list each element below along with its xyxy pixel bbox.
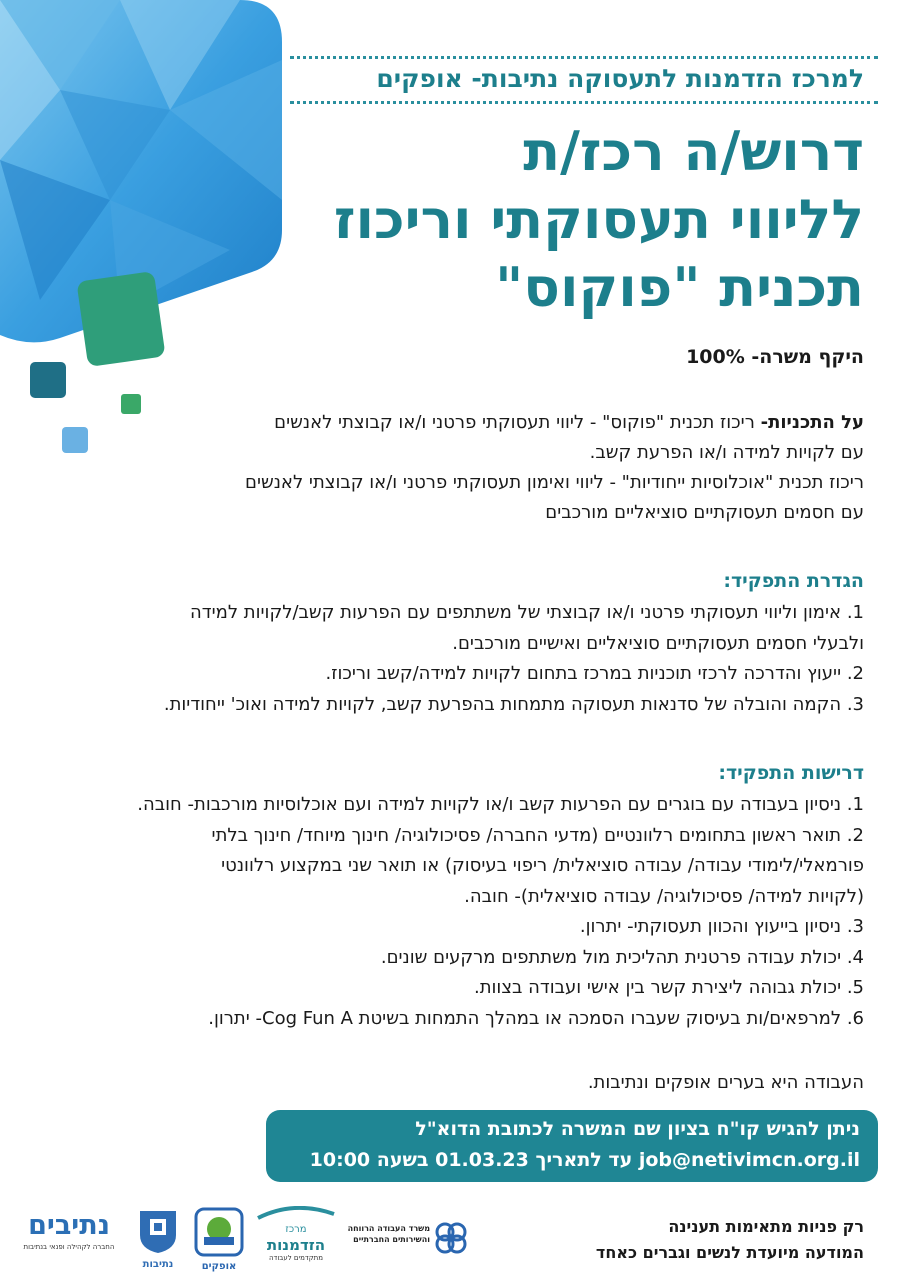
hizdamnut-swoosh-icon xyxy=(254,1206,338,1220)
work-location: העבודה היא בערים אופקים ונתיבות. xyxy=(587,1072,864,1093)
footer-note xyxy=(596,1214,864,1266)
title-line-3: תכנית "פוקוס" xyxy=(495,256,864,319)
ministry-logo xyxy=(340,1205,468,1271)
list-item: (לקויות למידה/ פסיכולוגיה/ עבודה סוציאלית)- חובה. xyxy=(464,885,864,907)
dotted-divider-top xyxy=(290,56,878,59)
about-line-1: ריכוז תכנית "פוקוס" - ליווי תעסוקתי פרטני ו/או קבוצתי לאנשים xyxy=(274,412,761,433)
list-item: 2. ייעוץ והדרכה לרכזי תוכניות במרכז בתחום לקויות למידה/קשב וריכוז. xyxy=(325,663,864,684)
role-definition-heading: הגדרת התפקיד: xyxy=(723,570,864,592)
netivot-emblem-icon xyxy=(132,1205,184,1255)
list-item: 4. יכולת עבודה פרטנית תהליכית מול משתתפים מרקעים שונים. xyxy=(380,946,864,968)
about-line-3: ריכוז תכנית "אוכלוסיות ייחודיות" - ליווי ואימון תעסוקתי פרטני ו/או קבוצתי לאנשים xyxy=(245,472,864,493)
list-item: ולבעלי חסמים תעסוקתיים סוציאליים ואישיים מורכבים. xyxy=(452,632,864,654)
requirements-heading: דרישות התפקיד: xyxy=(718,762,864,784)
ofakim-emblem-icon xyxy=(190,1205,248,1257)
list-item: 3. ניסיון בייעוץ והכוון תעסוקתי- יתרון. xyxy=(579,916,864,937)
position-scope: היקף משרה- 100% xyxy=(686,346,864,368)
subtitle: למרכז הזדמנות לתעסוקה נתיבות- אופקים xyxy=(376,64,864,93)
about-label: על התכניות- xyxy=(760,412,864,433)
about-line-2: עם לקויות למידה ו/או הפרעת קשב. xyxy=(589,442,864,463)
footer-line-2: המודעה מיועדת לנשים וגברים כאחד xyxy=(595,1243,864,1262)
footer-line-1: רק פניות מתאימות תענינה xyxy=(668,1217,864,1236)
netivot-logo-text: נתיבות xyxy=(142,1259,174,1270)
list-item: 1. ניסיון בעבודה עם בוגרים עם הפרעות קשב ו/או לקויות למידה ועם אוכלוסיות מורכבות- חובה. xyxy=(137,794,864,815)
dotted-divider-bottom xyxy=(290,101,878,104)
contact-banner xyxy=(266,1110,878,1182)
list-item: 2. תואר ראשון בתחומים רלוונטיים (מדעי החברה/ פסיכולוגיה/ חינוך מיוחד/ חינוך בלתי xyxy=(211,824,864,846)
title-line-2: לליווי תעסוקתי וריכוז xyxy=(333,188,864,251)
role-definition-list xyxy=(24,598,864,720)
about-line-4: עם חסמים תעסוקתיים סוציאליים מורכבים xyxy=(545,502,864,523)
netivim-logo xyxy=(10,1205,128,1271)
list-item: 6. למרפאים/ות בעיסוק שעברו הסמכה או במהלך התמחות בשיטת Cog Fun A- יתרון. xyxy=(208,1007,864,1029)
contact-line-1: ניתן להגיש קו"ח בציון שם המשרה לכתובת הדוא"ל xyxy=(415,1118,860,1140)
ofakim-logo xyxy=(190,1205,248,1271)
hizdamnut-logo xyxy=(254,1205,338,1271)
title-line-1: דרוש/ה רכז/ת xyxy=(523,120,864,183)
hizdamnut-sub-text: מתקדמים לעבודה xyxy=(268,1254,324,1262)
requirements-list xyxy=(24,790,864,1034)
ministry-logo-text: משרד העבודה הרווחה והשירותים החברתיים xyxy=(347,1224,430,1244)
netivim-logo-subtext: החברה לקהילה ופנאי בנתיבות xyxy=(23,1243,115,1251)
ministry-emblem-icon xyxy=(434,1221,468,1255)
about-programs xyxy=(124,408,864,528)
netivot-logo xyxy=(132,1205,184,1271)
list-item: פורמאלי/לימודי עבודה/ עבודה סוציאלית/ ריפוי בעיסוק) או תואר שני במקצוע רלוונטי xyxy=(221,855,864,876)
list-item: 5. יכולת גבוהה ליצירת קשר בין אישי ועבודה בצוות. xyxy=(473,977,864,998)
decorative-shapes xyxy=(0,0,300,470)
hizdamnut-top-text: מרכז xyxy=(285,1224,307,1235)
netivim-logo-text: נתיבים xyxy=(28,1210,110,1241)
page-title xyxy=(264,118,864,322)
partner-logos xyxy=(10,1205,470,1271)
list-item: 3. הקמה והובלה של סדנאות תעסוקה מתמחות בהפרעת קשב, לקויות למידה ואוכ' ייחודיות. xyxy=(163,693,864,715)
contact-line-2[interactable]: job@netivimcn.org.il עד לתאריך 01.03.23 בשעה 10:00 xyxy=(309,1149,860,1171)
ofakim-logo-text: אופקים xyxy=(201,1261,237,1272)
list-item: 1. אימון וליווי תעסוקתי פרטני ו/או קבוצתי של משתתפים עם הפרעות קשב/לקויות למידה xyxy=(190,602,864,623)
hizdamnut-main-text: הזדמנות xyxy=(266,1236,326,1254)
